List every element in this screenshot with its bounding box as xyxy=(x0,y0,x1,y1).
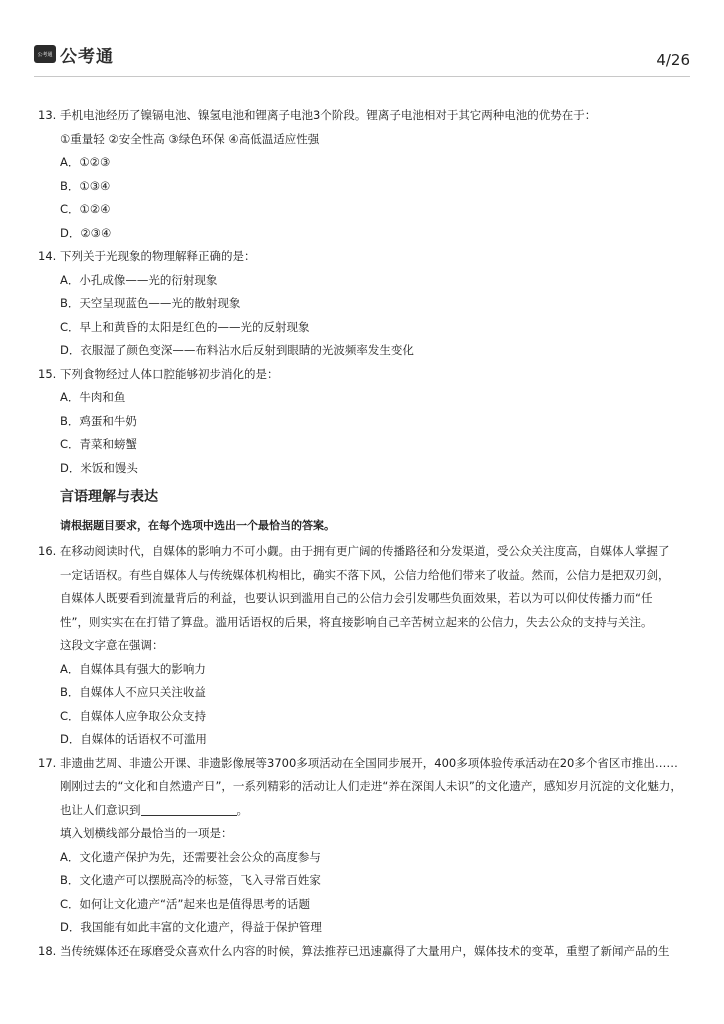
option-d[interactable]: D．米饭和馒头 xyxy=(60,460,138,475)
option-a[interactable]: A．文化遗产保护为先，还需要社会公众的高度参与 xyxy=(60,849,321,864)
passage-line: 自媒体人既要看到流量背后的利益，也要认识到滥用自己的公信力会引发哪些负面效果，若以为可以仰仗传播力而“任 xyxy=(60,591,653,605)
question-prompt: 填入划横线部分最恰当的一项是： xyxy=(60,826,233,840)
question-16 xyxy=(38,540,688,564)
option-c[interactable]: C．自媒体人应争取公众支持 xyxy=(60,708,207,723)
page-header xyxy=(0,0,724,80)
question-text: 下列食物经过人体口腔能够初步消化的是： xyxy=(60,366,279,381)
question-number: 13. xyxy=(38,108,57,122)
passage-line: 在移动阅读时代，自媒体的影响力不可小觑。由于拥有更广阔的传播路径和分发渠道，受公众关注度高，自媒体人掌握了 xyxy=(60,544,670,558)
question-15 xyxy=(38,363,688,387)
page-number: 4/26 xyxy=(656,51,690,69)
question-14 xyxy=(38,245,688,269)
section-title: 言语理解与表达 xyxy=(60,489,158,505)
option-d[interactable]: D．②③④ xyxy=(60,225,112,240)
section-instruction: 请根据题目要求，在每个选项中选出一个最恰当的答案。 xyxy=(60,519,335,532)
option-b[interactable]: B．自媒体人不应只关注收益 xyxy=(60,685,206,699)
question-text: 手机电池经历了镍镉电池、镍氢电池和锂离子电池3个阶段。锂离子电池相对于其它两种电池的优势在于： xyxy=(60,108,597,122)
option-b[interactable]: B．①③④ xyxy=(60,178,111,193)
passage-line: 性”，则实实在在打错了算盘。滥用话语权的后果，将直接影响自己辛苦树立起来的公信力，失去公众的支持与关注。 xyxy=(60,614,653,629)
option-b[interactable]: B．鸡蛋和牛奶 xyxy=(60,413,137,428)
option-c[interactable]: C．早上和黄昏的太阳是红色的——光的反射现象 xyxy=(60,319,310,334)
option-c[interactable]: C．如何让文化遗产“活”起来也是值得思考的话题 xyxy=(60,896,310,911)
passage-line: 刚刚过去的“文化和自然遗产日”，一系列精彩的活动让人们走进“养在深闺人未识”的文化遗产，感知岁月沉淀的文化魅力， xyxy=(60,779,682,793)
option-c[interactable]: C．青菜和螃蟹 xyxy=(60,437,138,451)
question-prompt: 这段文字意在强调： xyxy=(60,638,164,652)
passage-text: 。 xyxy=(236,802,248,817)
passage-line xyxy=(38,799,688,823)
logo-icon xyxy=(34,45,56,63)
option-d[interactable]: D．衣服湿了颜色变深——布料沾水后反射到眼睛的光波频率发生变化 xyxy=(60,343,414,357)
question-number: 15. xyxy=(38,366,57,381)
question-number: 17. xyxy=(38,755,57,770)
document-body xyxy=(38,104,688,963)
question-number: 16. xyxy=(38,544,57,558)
option-a[interactable]: A．自媒体具有强大的影响力 xyxy=(60,661,206,676)
question-13-items: ①重量轻 ②安全性高 ③绿色环保 ④高低温适应性强 xyxy=(60,131,320,146)
question-number: 14. xyxy=(38,249,57,263)
passage-line: 一定话语权。有些自媒体人与传统媒体机构相比，确实不落下风，公信力给他们带来了收益。然而，公信力是把双刃剑， xyxy=(60,567,670,582)
option-d[interactable]: D．我国能有如此丰富的文化遗产，得益于保护管理 xyxy=(60,920,322,934)
logo-text: 公考通 xyxy=(37,51,53,58)
option-a[interactable]: A．小孔成像——光的衍射现象 xyxy=(60,272,218,287)
option-b[interactable]: B．天空呈现蓝色——光的散射现象 xyxy=(60,296,241,310)
question-18 xyxy=(38,940,688,964)
passage-line: 非遗曲艺周、非遗公开课、非遗影像展等3700多项活动在全国同步展开，400多项体验传承活动在20多个省区市推出…… xyxy=(60,755,678,770)
option-a[interactable]: A．①②③ xyxy=(60,155,111,169)
header-divider xyxy=(34,76,690,77)
question-text: 下列关于光现象的物理解释正确的是： xyxy=(60,249,256,263)
option-c[interactable]: C．①②④ xyxy=(60,202,111,216)
fill-in-blank xyxy=(141,803,237,816)
passage-text: 也让人们意识到 xyxy=(60,802,141,817)
option-b[interactable]: B．文化遗产可以摆脱高冷的标签，飞入寻常百姓家 xyxy=(60,873,321,887)
brand-name: 公考通 xyxy=(60,47,114,67)
question-number: 18. xyxy=(38,943,57,958)
option-d[interactable]: D．自媒体的话语权不可滥用 xyxy=(60,732,207,746)
passage-line: 当传统媒体还在琢磨受众喜欢什么内容的时候，算法推荐已迅速赢得了大量用户，媒体技术的变革，重塑了新闻产品的生 xyxy=(60,943,670,958)
question-13 xyxy=(38,104,688,128)
question-17 xyxy=(38,752,688,776)
option-a[interactable]: A．牛肉和鱼 xyxy=(60,390,126,404)
